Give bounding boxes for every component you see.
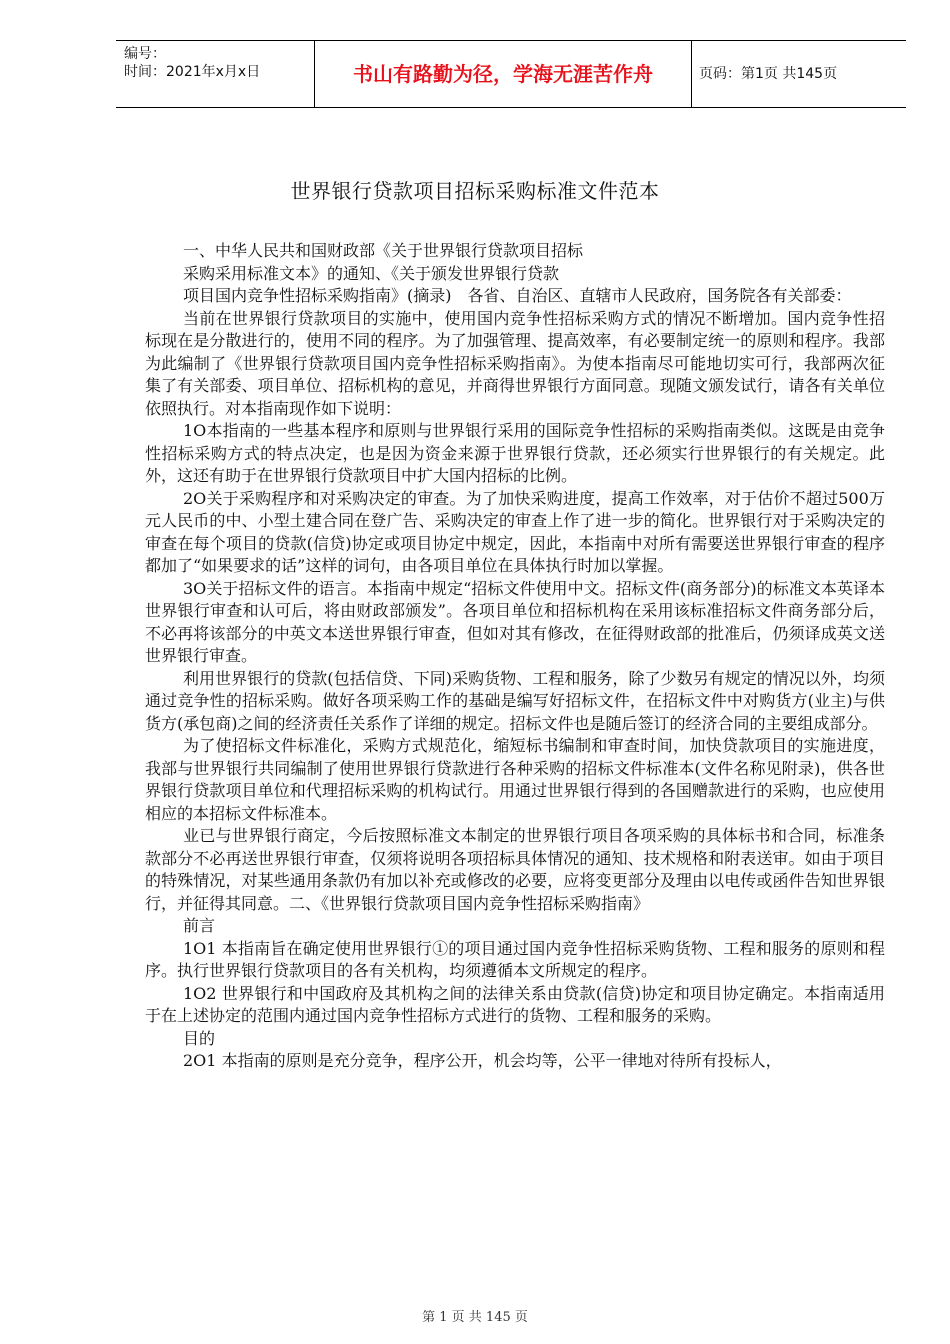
body-paragraph: 利用世界银行的贷款(包括信贷、下同)采购货物、工程和服务，除了少数另有规定的情况以外，均须通过竞争性的招标采购。做好各项采购工作的基础是编写好招标文件，在招标文件中对购货方(业主)与供货方(承包商)之间的经济责任关系作了详细的规定。招标文件也是随后签订的经济合同的主要组成部分。	[145, 668, 885, 733]
document-time-label: 时间：2021年x月x日	[124, 64, 261, 80]
body-paragraph: 前言	[183, 916, 216, 935]
document-body	[145, 240, 885, 1073]
body-paragraph: 2О1 本指南的原则是充分竞争，程序公开，机会均等，公平一律地对待所有投标人，	[183, 1051, 782, 1070]
page-header	[116, 40, 906, 108]
header-page-cell	[692, 41, 906, 107]
body-paragraph: 2О关于采购程序和对采购决定的审查。为了加快采购进度，提高工作效率，对于估价不超过500万元人民币的中、小型土建合同在登广告、采购决定的审查上作了进一步的简化。世界银行对于采购决定的审查在每个项目的贷款(信贷)协定或项目协定中规定，因此，本指南中对所有需要送世界银行审查的程序都加了“如果要求的话”这样的词句，由各项目单位在具体执行时加以掌握。	[145, 488, 885, 575]
body-paragraph: 1О1 本指南旨在确定使用世界银行①的项目通过国内竞争性招标采购货物、工程和服务的原则和程序。执行世界银行贷款项目的各有关机构，均须遵循本文所规定的程序。	[145, 938, 885, 980]
body-paragraph: 采购采用标准文本》的通知、《关于颁发世界银行贷款	[183, 263, 560, 283]
body-paragraph: 项目国内竞争性招标采购指南》(摘录) 各省、自治区、直辖市人民政府，国务院各有关部委：	[183, 286, 852, 305]
document-title: 世界银行贷款项目招标采购标准文件范本	[290, 179, 660, 203]
header-motto: 书山有路勤为径，学海无涯苦作舟	[353, 62, 653, 86]
document-number-label: 编号：	[124, 46, 166, 62]
body-paragraph: 1О2 世界银行和中国政府及其机构之间的法律关系由贷款(信贷)协定和项目协定确定。本指南适用于在上述协定的范围内通过国内竞争性招标方式进行的货物、工程和服务的采购。	[145, 983, 885, 1025]
body-paragraph: 1О本指南的一些基本程序和原则与世界银行采用的国际竞争性招标的采购指南类似。这既是由竞争性招标采购方式的特点决定，也是因为资金来源于世界银行贷款，还必须实行世界银行的有关规定。此外，这还有助于在世界银行贷款项目中扩大国内招标的比例。	[145, 421, 885, 485]
body-paragraph: 目的	[183, 1028, 216, 1048]
body-paragraph: 一、中华人民共和国财政部《关于世界银行贷款项目招标	[183, 241, 584, 260]
body-paragraph: 3О关于招标文件的语言。本指南中规定“招标文件使用中文。招标文件(商务部分)的标准文本英译本世界银行审查和认可后，将由财政部颁发”。各项目单位和招标机构在采用该标准招标文件商务部分后，不必再将该部分的中英文本送世界银行审查，但如对其有修改，在征得财政部的批准后，仍须译成英文送世界银行审查。	[145, 578, 885, 665]
body-paragraph: 业已与世界银行商定，今后按照标准文本制定的世界银行项目各项采购的具体标书和合同，标准条款部分不必再送世界银行审查，仅须将说明各项招标具体情况的通知、技术规格和附表送审。如由于项目的特殊情况，对某些通用条款仍有加以补充或修改的必要，应将变更部分及理由以电传或函件告知世界银行，并征得其同意。二、《世界银行贷款项目国内竞争性招标采购指南》	[145, 826, 885, 913]
header-motto-cell	[314, 41, 692, 107]
body-paragraph: 当前在世界银行贷款项目的实施中，使用国内竞争性招标采购方式的情况不断增加。国内竞争性招标现在是分散进行的，使用不同的程序。为了加强管理、提高效率，有必要制定统一的原则和程序。我部为此编制了《世界银行贷款项目国内竞争性招标采购指南》。为使本指南尽可能地切实可行，我部两次征集了有关部委、项目单位、招标机构的意见，并商得世界银行方面同意。现随文颁发试行，请各有关单位依照执行。对本指南现作如下说明：	[145, 308, 885, 418]
page-footer: 第 1 页 共 145 页	[422, 1310, 528, 1325]
body-paragraph: 为了使招标文件标准化，采购方式规范化，缩短标书编制和审查时间，加快贷款项目的实施进度，我部与世界银行共同编制了使用世界银行贷款进行各种采购的招标文件标准本(文件名称见附录)，供各世界银行贷款项目单位和代理招标采购的机构试行。用通过世界银行得到的各国赠款进行的采购，也应使用相应的本招标文件标准本。	[145, 736, 885, 823]
header-meta-cell	[116, 41, 314, 107]
header-page-info: 页码：第1页 共145页	[699, 66, 838, 82]
